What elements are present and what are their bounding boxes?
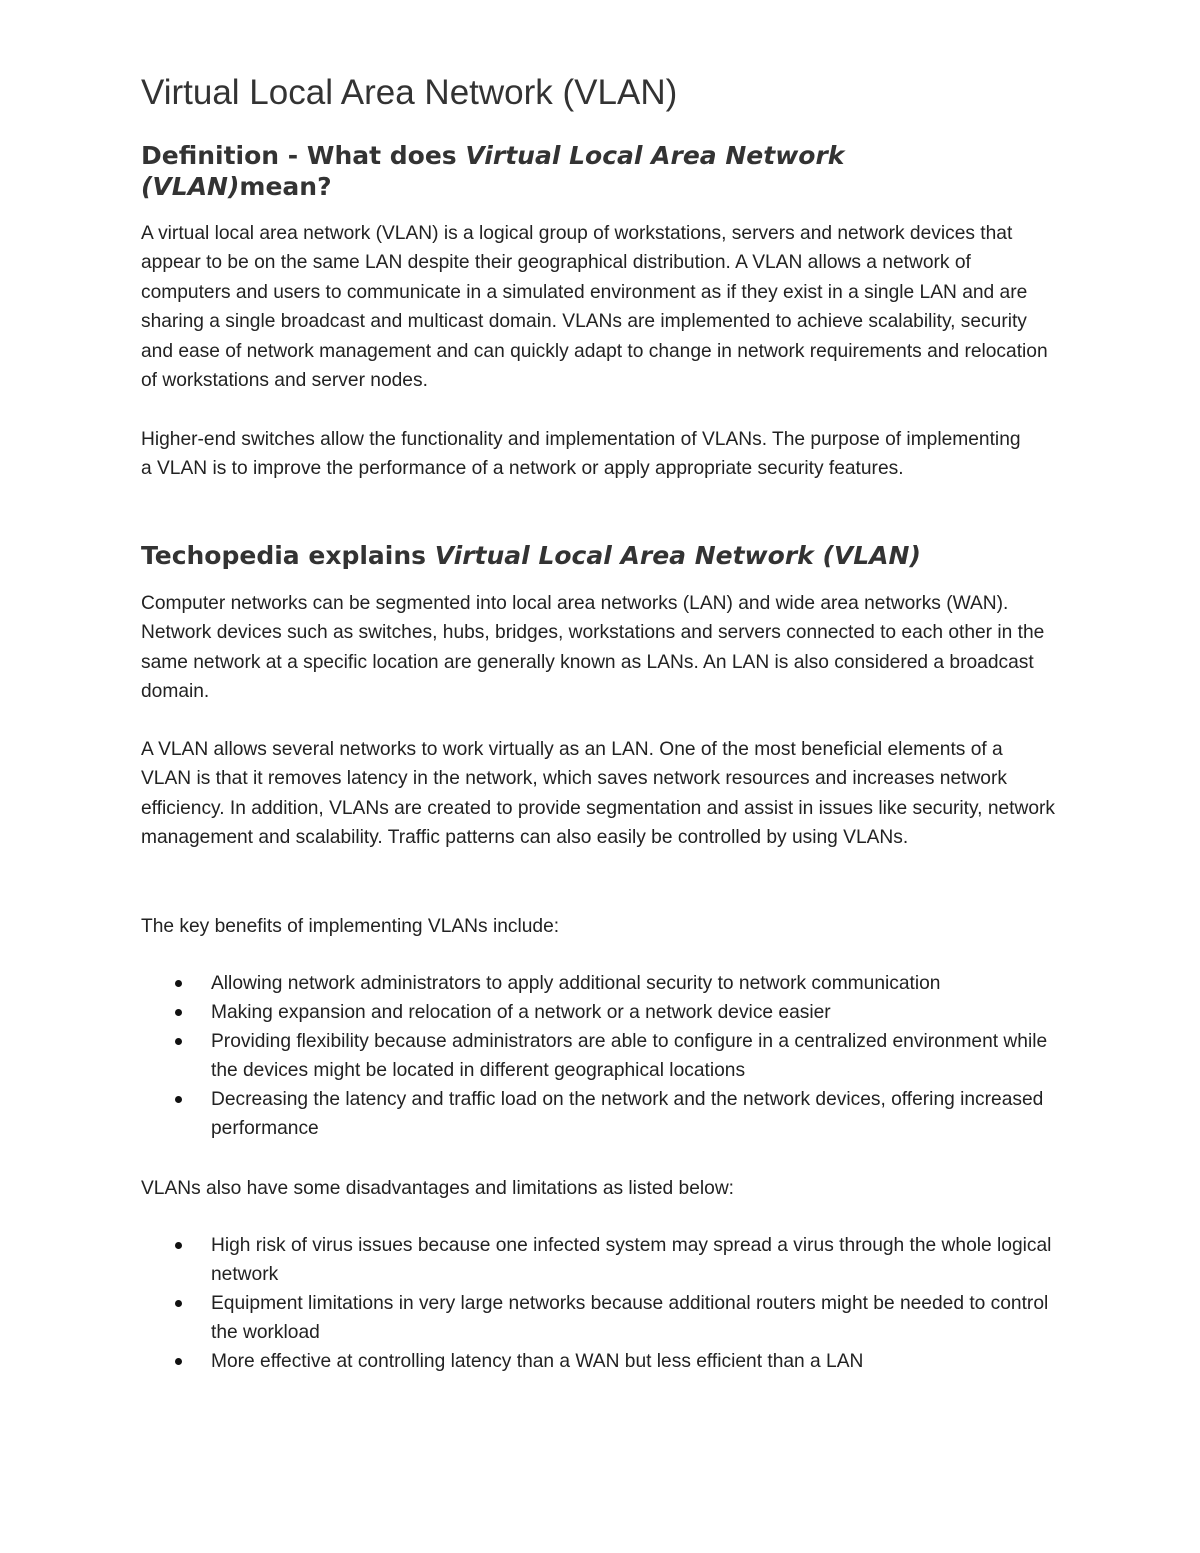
bullet-icon <box>175 1096 182 1103</box>
definition-heading <box>141 140 921 202</box>
definition-paragraph: Higher-end switches allow the functionality and implementation of VLANs. The purpose of implementing a VLAN is to improve the performance of a network or apply appropriate security features. <box>141 429 1021 480</box>
list-item-text: Equipment limitations in very large networks because additional routers might be needed to control the workload <box>211 1293 1049 1343</box>
explains-heading-prefix: Techopedia explains <box>141 541 435 570</box>
list-item <box>141 998 1071 1027</box>
bullet-icon <box>175 1300 182 1307</box>
list-item-text: High risk of virus issues because one infected system may spread a virus through the whole logical network <box>211 1235 1052 1285</box>
bullet-icon <box>175 980 182 987</box>
list-item <box>141 1027 1071 1085</box>
definition-heading-prefix: Definition - What does <box>141 141 466 170</box>
document-title: Virtual Local Area Network (VLAN) <box>141 73 678 112</box>
list-item <box>141 1085 1071 1143</box>
list-item-text: Making expansion and relocation of a network or a network device easier <box>211 1002 831 1023</box>
list-item <box>141 1289 1071 1347</box>
list-item-text: Decreasing the latency and traffic load on the network and the network devices, offering increased performance <box>211 1089 1044 1139</box>
limitations-intro: VLANs also have some disadvantages and limitations as listed below: <box>141 1178 735 1199</box>
bullet-icon <box>175 1009 182 1016</box>
definition-heading-term: Virtual Local Area Network (VLAN) <box>141 141 845 201</box>
explains-paragraph: A VLAN allows several networks to work virtually as an LAN. One of the most beneficial elements of a VLAN is that it removes latency in the network, which saves network resources and increases network efficiency. In addition, VLANs are created to provide segmentation and assist in issues like security, network management and scalability. Traffic patterns can also easily be controlled by using VLANs. <box>141 739 1055 849</box>
limitations-list <box>141 1231 1071 1376</box>
explains-heading-term: Virtual Local Area Network (VLAN) <box>434 541 921 570</box>
definition-paragraph: A virtual local area network (VLAN) is a logical group of workstations, servers and network devices that appear to be on the same LAN despite their geographical distribution. A VLAN allows a network of computers and users to communicate in a simulated environment as if they exist in a single LAN and are sharing a single broadcast and multicast domain. VLANs are implemented to achieve scalability, security and ease of network management and can quickly adapt to change in network requirements and relocation of workstations and server nodes. <box>141 223 1048 392</box>
list-item <box>141 1347 1071 1376</box>
bullet-icon <box>175 1038 182 1045</box>
benefits-list <box>141 969 1071 1143</box>
definition-heading-suffix: mean? <box>239 172 332 201</box>
benefits-intro: The key benefits of implementing VLANs include: <box>141 916 560 937</box>
bullet-icon <box>175 1242 182 1249</box>
list-item <box>141 969 1071 998</box>
list-item-text: More effective at controlling latency than a WAN but less efficient than a LAN <box>211 1351 864 1372</box>
list-item-text: Providing flexibility because administrators are able to configure in a centralized environment while the devices might be located in different geographical locations <box>211 1031 1048 1081</box>
explains-heading <box>141 540 921 571</box>
list-item-text: Allowing network administrators to apply additional security to network communication <box>211 973 941 994</box>
bullet-icon <box>175 1358 182 1365</box>
list-item <box>141 1231 1071 1289</box>
explains-paragraph: Computer networks can be segmented into local area networks (LAN) and wide area networks (WAN). Network devices such as switches, hubs, bridges, workstations and servers connected to each other in the same network at a specific location are generally known as LANs. An LAN is also considered a broadcast domain. <box>141 593 1045 703</box>
